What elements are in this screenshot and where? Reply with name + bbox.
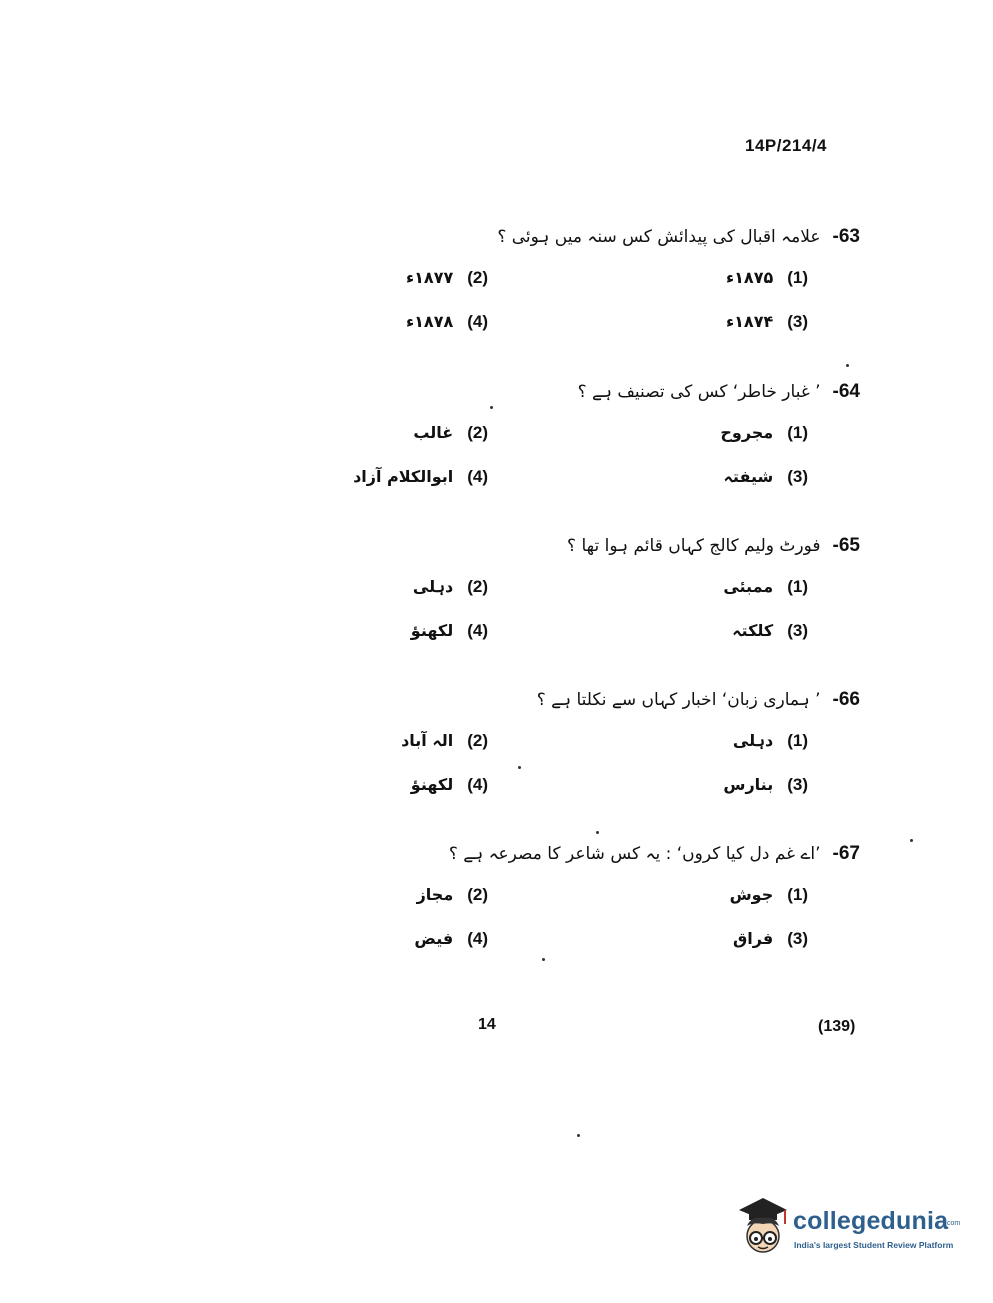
option-number: (4)	[467, 621, 488, 640]
option-1	[733, 731, 808, 751]
question-67	[0, 843, 993, 953]
option-number: (1)	[787, 731, 808, 750]
scan-speck	[542, 958, 545, 961]
option-number: (1)	[787, 885, 808, 904]
option-text: فیض	[414, 929, 454, 948]
option-number: (4)	[467, 467, 488, 486]
option-text: ابوالکلام آزاد	[353, 467, 454, 486]
question-text: ’اے غم دل کیا کروں‘ : یہ کس شاعر کا مصرعہ ہے ؟	[448, 844, 821, 864]
question-stem	[449, 843, 860, 865]
question-64	[0, 381, 993, 491]
option-number: (4)	[467, 312, 488, 331]
option-1	[720, 423, 808, 443]
option-text: ۱۸۷۴ء	[725, 312, 774, 331]
option-text: بنارس	[723, 775, 774, 794]
option-number: (4)	[467, 775, 488, 794]
option-1	[730, 885, 808, 905]
question-number: -65	[832, 535, 860, 556]
option-3	[726, 312, 808, 332]
option-number: (3)	[787, 467, 808, 486]
scan-speck	[846, 364, 849, 367]
option-text: ممبئی	[723, 577, 774, 596]
option-text: لکھنؤ	[410, 775, 454, 794]
mascot-icon	[733, 1194, 791, 1264]
option-3	[733, 929, 808, 949]
option-number: (1)	[787, 423, 808, 442]
page-code: (139)	[818, 1018, 856, 1035]
brand-tagline: India's largest Student Review Platform	[794, 1240, 954, 1250]
option-2	[417, 885, 488, 905]
option-number: (2)	[467, 577, 488, 596]
question-text: ’ غبار خاطر‘ کس کی تصنیف ہے ؟	[577, 382, 821, 402]
option-number: (3)	[787, 775, 808, 794]
option-text: جوش	[729, 885, 774, 904]
question-number: -64	[832, 381, 860, 402]
question-number: -66	[832, 689, 860, 710]
option-text: دہلی	[732, 731, 774, 750]
option-text: غالب	[413, 423, 454, 442]
option-3	[732, 621, 808, 641]
option-2	[413, 577, 488, 597]
option-2	[401, 731, 488, 751]
option-number: (3)	[787, 929, 808, 948]
question-number: -67	[832, 843, 860, 864]
question-stem	[567, 535, 860, 557]
option-number: (2)	[467, 423, 488, 442]
question-text: فورٹ ولیم کالج کہاں قائم ہوا تھا ؟	[567, 536, 821, 556]
option-3	[724, 467, 808, 487]
option-text: ۱۸۷۵ء	[725, 268, 774, 287]
option-text: کلکتہ	[732, 621, 774, 640]
option-number: (1)	[787, 268, 808, 287]
option-text: الہ آباد	[401, 731, 454, 750]
option-3	[723, 775, 808, 795]
option-text: مجروح	[720, 423, 774, 442]
page-number: 14	[478, 1016, 496, 1033]
option-4	[414, 929, 488, 949]
option-1	[723, 577, 808, 597]
option-text: دہلی	[412, 577, 454, 596]
paper-code: 14P/214/4	[745, 136, 828, 155]
scan-speck	[490, 406, 493, 409]
option-number: (2)	[467, 885, 488, 904]
option-number: (3)	[787, 621, 808, 640]
question-text: ’ ہماری زبان‘ اخبار کہاں سے نکلتا ہے ؟	[536, 690, 821, 710]
question-63	[0, 226, 993, 336]
option-text: ۱۸۷۷ء	[405, 268, 454, 287]
scan-speck	[596, 831, 599, 834]
brand-domain: .com	[945, 1220, 961, 1227]
option-1	[726, 268, 808, 288]
scan-speck	[910, 839, 913, 842]
collegedunia-watermark	[733, 1194, 963, 1264]
option-number: (3)	[787, 312, 808, 331]
option-number: (4)	[467, 929, 488, 948]
question-stem	[537, 689, 860, 711]
option-2	[406, 268, 488, 288]
question-stem	[578, 381, 860, 403]
option-4	[406, 312, 488, 332]
option-4	[353, 467, 488, 487]
option-text: مجاز	[416, 885, 454, 904]
option-2	[413, 423, 488, 443]
option-4	[411, 775, 488, 795]
question-number: -63	[832, 226, 860, 247]
option-text: ۱۸۷۸ء	[405, 312, 454, 331]
option-4	[411, 621, 488, 641]
option-text: فراق	[733, 929, 774, 948]
option-number: (2)	[467, 268, 488, 287]
brand-name: collegedunia	[793, 1207, 949, 1235]
question-66	[0, 689, 993, 799]
option-number: (1)	[787, 577, 808, 596]
question-stem	[497, 226, 860, 248]
scan-speck	[518, 766, 521, 769]
option-number: (2)	[467, 731, 488, 750]
question-text: علامہ اقبال کی پیدائش کس سنہ میں ہوئی ؟	[497, 227, 821, 247]
question-65	[0, 535, 993, 645]
option-text: شیفتہ	[723, 467, 774, 486]
scan-speck	[577, 1134, 580, 1137]
option-text: لکھنؤ	[410, 621, 454, 640]
